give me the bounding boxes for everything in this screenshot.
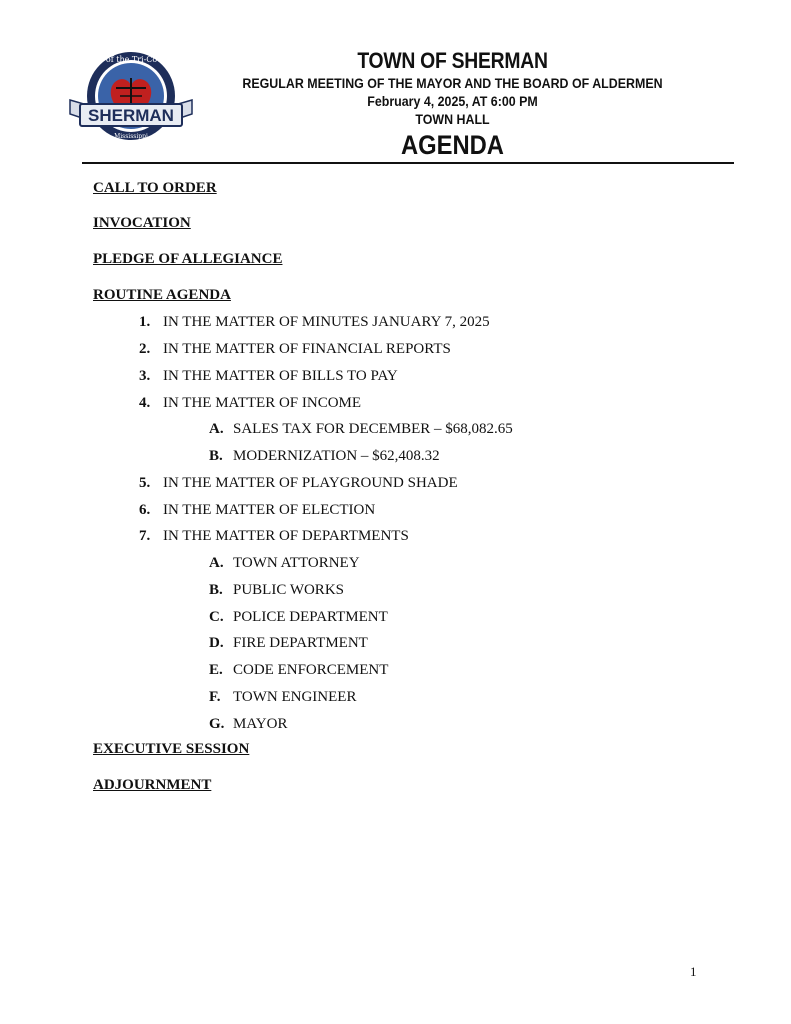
sub-list-item: C. POLICE DEPARTMENT (209, 609, 388, 625)
sub-list-item: A. TOWN ATTORNEY (209, 555, 360, 571)
sub-list-item: A. SALES TAX FOR DECEMBER – $68,082.65 (209, 421, 513, 437)
meeting-date: February 4, 2025, AT 6:00 PM (367, 94, 538, 109)
section-routine-agenda: ROUTINE AGENDA (93, 287, 231, 303)
logo-banner-text: SHERMAN (88, 106, 174, 125)
list-item: 3. IN THE MATTER OF BILLS TO PAY (139, 368, 398, 384)
sub-list-item: D. FIRE DEPARTMENT (209, 635, 368, 651)
agenda-heading: AGENDA (401, 130, 504, 160)
header-divider (82, 162, 734, 164)
town-seal-logo (68, 48, 194, 148)
sub-list-item: B. MODERNIZATION – $62,408.32 (209, 448, 440, 464)
sub-list-item: E. CODE ENFORCEMENT (209, 662, 389, 678)
list-item: 4. IN THE MATTER OF INCOME (139, 395, 362, 411)
list-item: 5. IN THE MATTER OF PLAYGROUND SHADE (139, 475, 458, 491)
page-number: 1 (690, 964, 697, 979)
sub-list-item: F. TOWN ENGINEER (209, 689, 357, 705)
section-pledge: PLEDGE OF ALLEGIANCE (93, 251, 283, 267)
document-title: TOWN OF SHERMAN (357, 48, 548, 73)
section-call-to-order: CALL TO ORDER (93, 180, 217, 196)
svg-text:Heart of the Tri-Counties: Heart of the Tri-Counties (79, 55, 183, 64)
meeting-subtitle: REGULAR MEETING OF THE MAYOR AND THE BOARD OF ALDERMEN (242, 76, 663, 91)
section-adjournment: ADJOURNMENT (93, 777, 212, 793)
sub-list-item: G. MAYOR (209, 716, 288, 732)
list-item: 2. IN THE MATTER OF FINANCIAL REPORTS (139, 341, 451, 357)
svg-text:Mississippi: Mississippi (114, 133, 148, 140)
list-item: 7. IN THE MATTER OF DEPARTMENTS (139, 528, 409, 544)
sub-list-item: B. PUBLIC WORKS (209, 582, 344, 598)
list-item: 1. IN THE MATTER OF MINUTES JANUARY 7, 2025 (139, 314, 490, 330)
list-item: 6. IN THE MATTER OF ELECTION (139, 502, 376, 518)
section-executive-session: EXECUTIVE SESSION (93, 741, 250, 757)
section-invocation: INVOCATION (93, 215, 191, 231)
meeting-location: TOWN HALL (415, 112, 490, 127)
